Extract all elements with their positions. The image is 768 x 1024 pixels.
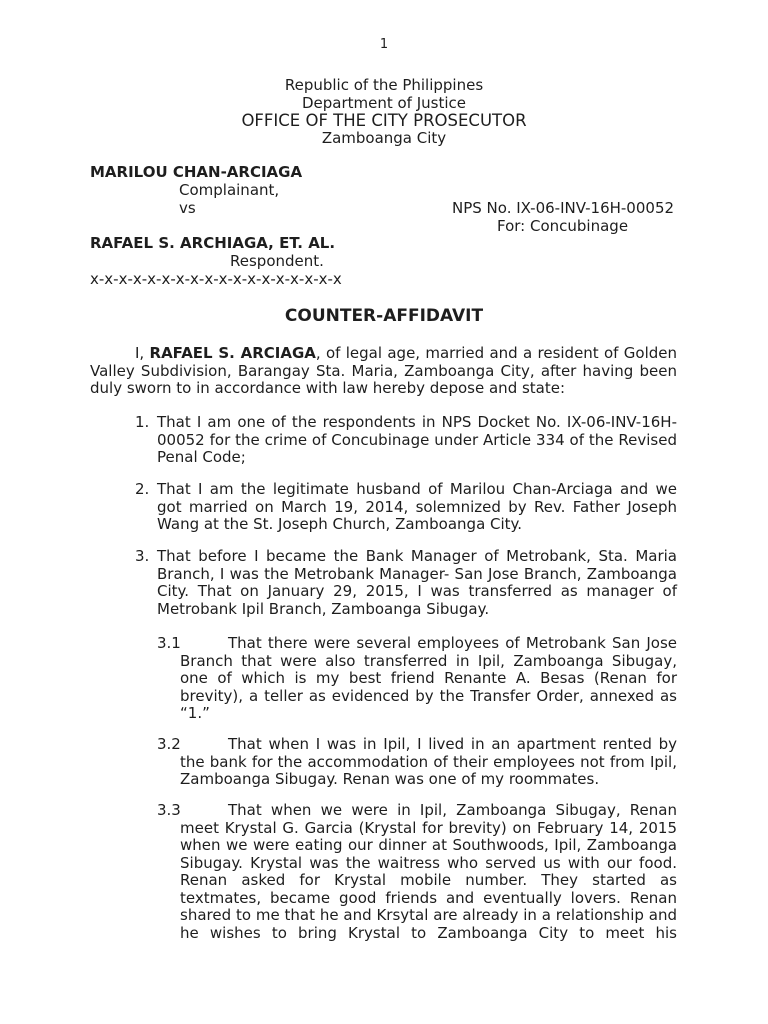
item-number: 3.	[135, 547, 150, 565]
sub-item	[157, 736, 677, 789]
case-number: NPS No. IX-06-INV-16H-00052	[452, 199, 675, 217]
numbered-item	[135, 414, 677, 467]
intro-text: , of legal age, married and a resident of Golden Valley Subdivision, Barangay Sta. Maria, Zamboanga City, after having been duly sworn to in accordance with law hereby depose and state:	[90, 344, 677, 397]
numbered-item	[135, 481, 677, 534]
header-city: Zamboanga City	[321, 128, 447, 147]
sub-item	[157, 802, 677, 942]
intro-prefix: I,	[135, 344, 150, 362]
item-text: That before I became the Bank Manager of Metrobank, Sta. Maria Branch, I was the Metrobank Manager- San Jose Branch, Zamboanga City. That on January 29, 2015, I was transferred as manager of Metrobank Ipil Branch, Zamboanga Sibugay.	[157, 547, 677, 618]
sub-item-number: 3.2	[157, 735, 181, 753]
item-number: 1.	[135, 413, 150, 431]
respondent-name: RAFAEL S. ARCHIAGA, ET. AL.	[90, 234, 336, 252]
sub-item-text: That there were several employees of Metrobank San Jose Branch that were also transferred in Ipil, Zamboanga Sibugay, one of which is my best friend Renante A. Besas (Renan for brevity), a teller as evidenced by the Transfer Order, annexed as “1.”	[180, 634, 677, 722]
document-header	[0, 77, 768, 147]
page-number: 1	[379, 37, 389, 52]
versus-label: vs	[179, 199, 196, 217]
numbered-item	[135, 548, 677, 618]
header-department: Department of Justice	[301, 93, 467, 112]
document-title: COUNTER-AFFIDAVIT	[284, 306, 484, 326]
sub-item-text: That when we were in Ipil, Zamboanga Sibugay, Renan meet Krystal G. Garcia (Krystal for brevity) on February 14, 2015 when we were eating our dinner at Southwoods, Ipil, Zamboanga Sibugay. Krystal was the waitress who served us with our food. Renan asked for Krystal mobile number. They started as textmates, became good friends and eventually lovers. Renan shared to me that he and Krsytal are already in a relationship and he wishes to bring Krystal to Zamboanga City to meet his	[180, 801, 677, 942]
intro-paragraph	[90, 345, 677, 398]
complainant-role: Complainant,	[179, 181, 280, 199]
header-republic: Republic of the Philippines	[284, 76, 484, 94]
respondent-role: Respondent.	[230, 252, 324, 270]
sub-item	[157, 635, 677, 723]
caption-separator: x-x-x-x-x-x-x-x-x-x-x-x-x-x-x-x-x-x	[90, 270, 342, 288]
sub-item-number: 3.1	[157, 634, 181, 652]
item-text: That I am the legitimate husband of Marilou Chan-Arciaga and we got married on March 19, 2014, solemnized by Rev. Father Joseph Wang at the St. Joseph Church, Zamboanga City.	[157, 480, 677, 533]
item-text: That I am one of the respondents in NPS Docket No. IX-06-INV-16H-00052 for the crime of Concubinage under Article 334 of the Revised Penal Code;	[157, 413, 677, 466]
sub-item-number: 3.3	[157, 801, 181, 819]
item-number: 2.	[135, 480, 150, 498]
affiant-name: RAFAEL S. ARCIAGA	[149, 344, 316, 362]
case-charge: For: Concubinage	[497, 217, 629, 235]
sub-item-text: That when I was in Ipil, I lived in an apartment rented by the bank for the accommodation of their employees not from Ipil, Zamboanga Sibugay. Renan was one of my roommates.	[180, 735, 677, 788]
header-office: OFFICE OF THE CITY PROSECUTOR	[241, 111, 527, 130]
complainant-name: MARILOU CHAN-ARCIAGA	[90, 163, 303, 181]
